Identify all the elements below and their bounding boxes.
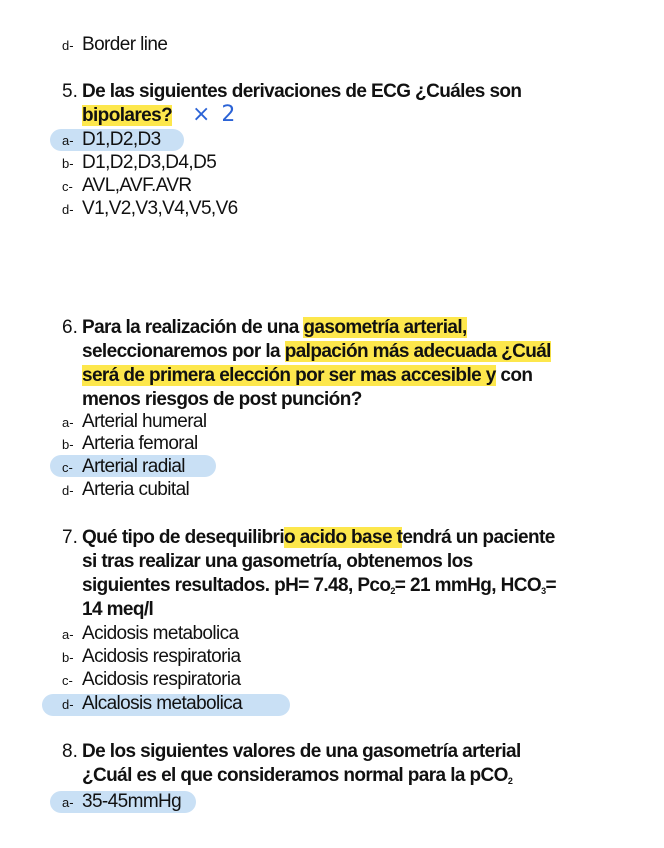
question-number: 8. — [62, 741, 78, 762]
q5-option-d — [62, 197, 238, 222]
option-text: Arteria femoral — [82, 433, 198, 454]
option-marker: d- — [62, 697, 74, 712]
question-text: si tras realizar una gasometría, obtenemos los — [82, 551, 473, 572]
q6-option-b — [62, 432, 198, 457]
option-text: V1,V2,V3,V4,V5,V6 — [82, 198, 238, 219]
highlighted-text: gasometría arterial, — [303, 317, 467, 338]
option-text: Acidosis metabolica — [82, 623, 239, 644]
q8-option-a — [62, 790, 181, 815]
highlighted-text: bipolares? — [82, 105, 173, 126]
q7-line-2 — [82, 550, 473, 574]
option-text: D1,D2,D3,D4,D5 — [82, 152, 217, 173]
option-text: 35-45mmHg — [82, 791, 182, 812]
q7-option-d — [62, 692, 242, 717]
option-text: Border line — [82, 34, 168, 55]
option-marker: d- — [62, 483, 74, 498]
q5-line-2 — [82, 104, 172, 128]
q8-line-1 — [62, 740, 521, 764]
highlighted-text: será de primera elección por ser mas accesible y — [82, 365, 496, 386]
option-marker: b- — [62, 156, 74, 171]
question-text: menos riesgos de post punción? — [82, 389, 362, 410]
subscript: 2 — [390, 586, 395, 596]
option-text: Arteria cubital — [82, 479, 190, 500]
q6-option-c — [62, 455, 185, 480]
subscript: 3 — [541, 586, 546, 596]
q5-line-1 — [62, 80, 521, 104]
option-marker: a- — [62, 133, 74, 148]
option-text: Alcalosis metabolica — [82, 693, 243, 714]
q7-option-c — [62, 668, 240, 693]
q7-line-1 — [62, 526, 555, 550]
q6-line-4 — [82, 388, 362, 412]
option-marker: d- — [62, 202, 74, 217]
question-text: seleccionaremos por la — [82, 341, 285, 362]
option-text: Arterial radial — [82, 456, 185, 477]
q7-option-a — [62, 622, 239, 647]
subscript: 2 — [507, 776, 513, 786]
question-text: con — [495, 365, 533, 386]
pen-mark: × 2 — [192, 102, 238, 127]
option-text: Arterial humeral — [82, 411, 207, 432]
question-text: endrá un paciente — [402, 527, 555, 548]
option-marker: a- — [62, 415, 74, 430]
q5-option-c — [62, 174, 192, 199]
option-marker: a- — [62, 627, 74, 642]
option-marker: d- — [62, 38, 74, 53]
q7-option-b — [62, 645, 240, 670]
q6-option-d — [62, 478, 189, 503]
option-marker: c- — [62, 460, 73, 475]
q5-option-a — [62, 128, 161, 153]
option-text: AVL,AVF.AVR — [82, 175, 192, 196]
option-marker: a- — [62, 795, 74, 810]
option-text: Acidosis respiratoria — [82, 669, 241, 690]
q6-line-3 — [82, 364, 532, 388]
question-number: 6. — [62, 317, 78, 338]
question-number: 5. — [62, 81, 78, 102]
option-marker: b- — [62, 650, 74, 665]
q7-line-4 — [82, 598, 153, 622]
question-text: Qué tipo de desequilibri — [82, 527, 285, 548]
option-text: Acidosis respiratoria — [82, 646, 241, 667]
question-text: = — [545, 575, 556, 596]
option-text: D1,D2,D3 — [82, 129, 161, 150]
q4-option-d — [62, 33, 167, 58]
question-text: ¿Cuál es el que consideramos normal para la pCO — [82, 765, 508, 786]
question-number: 7. — [62, 527, 78, 548]
q5-option-b — [62, 151, 216, 176]
option-marker: b- — [62, 437, 74, 452]
question-text: De las siguientes derivaciones de ECG ¿Cuáles son — [82, 81, 522, 102]
question-text: 14 meq/l — [82, 599, 154, 620]
q6-line-1 — [62, 316, 467, 340]
option-marker: c- — [62, 179, 73, 194]
question-text: siguientes resultados. pH= 7.48, Pco — [82, 575, 391, 596]
q8-line-2 — [82, 764, 512, 793]
question-text: De los siguientes valores de una gasometría arterial — [82, 741, 521, 762]
highlighted-text: palpación más adecuada ¿Cuál — [284, 341, 551, 362]
question-text: = 21 mmHg, HCO — [394, 575, 542, 596]
option-marker: c- — [62, 673, 73, 688]
q6-line-2 — [82, 340, 551, 364]
highlighted-text: o acido base t — [284, 527, 403, 548]
question-text: Para la realización de una — [82, 317, 304, 338]
